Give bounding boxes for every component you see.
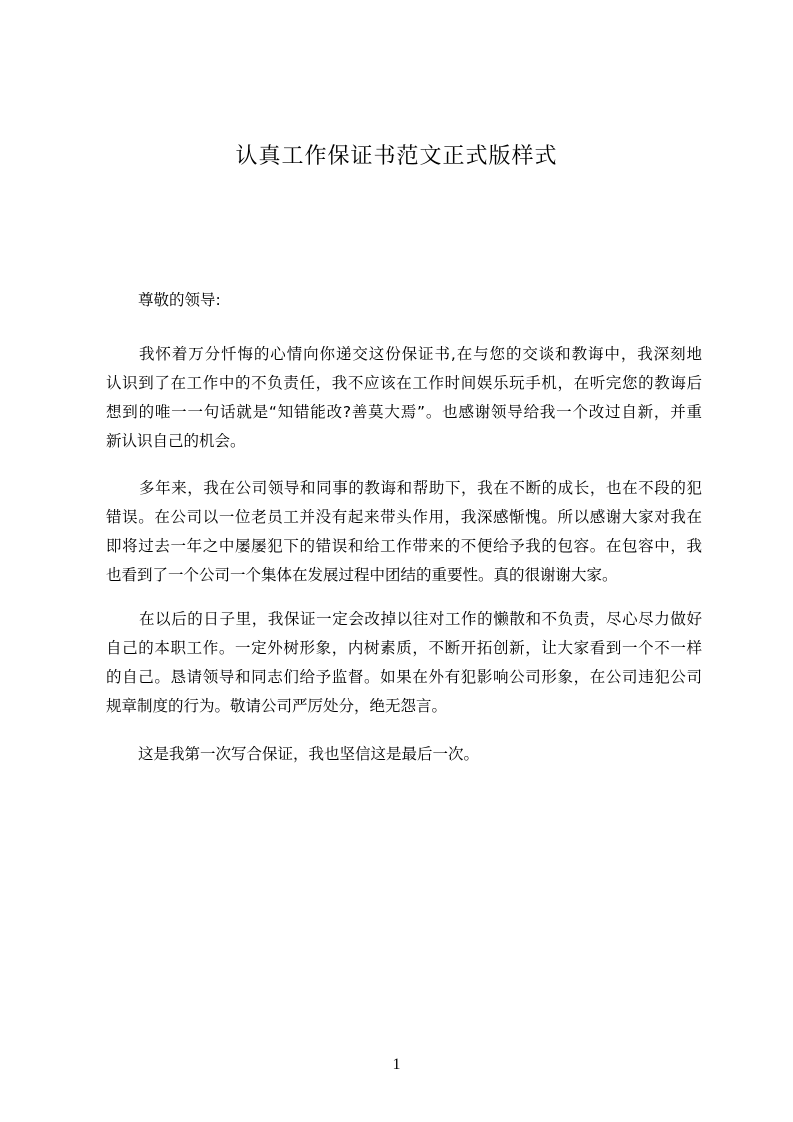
paragraph-line: 也看到了一个公司一个集体在发展过程中团结的重要性。真的很谢谢大家。 <box>106 566 618 584</box>
document-title: 认真工作保证书范文正式版样式 <box>235 144 558 169</box>
paragraph-line: 在以后的日子里，我保证一定会改掉以往对工作的懒散和不负责，尽心尽力做好 <box>139 610 702 628</box>
paragraph-line: 新认识自己的机会。 <box>106 432 246 450</box>
paragraph-line: 我怀着万分忏悔的心情向你递交这份保证书,在与您的交谈和教诲中，我深刻地 <box>139 345 702 363</box>
paragraph-line: 错误。在公司以一位老员工并没有起来带头作用，我深感惭愧。所以感谢大家对我在 <box>106 508 702 526</box>
paragraph-line: 规章制度的行为。敬请公司严厉处分，绝无怨言。 <box>106 697 448 715</box>
paragraph-line: 认识到了在工作中的不负责任，我不应该在工作时间娱乐玩手机，在听完您的教诲后 <box>106 374 702 392</box>
paragraph-line: 多年来，我在公司领导和同事的教诲和帮助下，我在不断的成长，也在不段的犯 <box>139 479 702 497</box>
paragraph-line: 自己的本职工作。一定外树形象，内树素质，不断开拓创新，让大家看到一个不一样 <box>106 639 702 657</box>
paragraph-line: 即将过去一年之中屡屡犯下的错误和给工作带来的不便给予我的包容。在包容中，我 <box>106 537 702 555</box>
paragraph-line: 想到的唯一一句话就是“知错能改?善莫大焉”。也感谢领导给我一个改过自新，并重 <box>106 403 702 421</box>
page-number: 1 <box>392 1056 401 1073</box>
paragraph-1 <box>106 340 702 456</box>
salutation: 尊敬的领导: <box>138 291 221 309</box>
paragraph-3 <box>106 605 702 721</box>
paragraph-line: 的自己。恳请领导和同志们给予监督。如果在外有犯影响公司形象，在公司违犯公司 <box>106 668 702 686</box>
paragraph-2 <box>106 474 702 590</box>
closing-statement: 这是我第一次写合保证，我也坚信这是最后一次。 <box>138 745 480 763</box>
